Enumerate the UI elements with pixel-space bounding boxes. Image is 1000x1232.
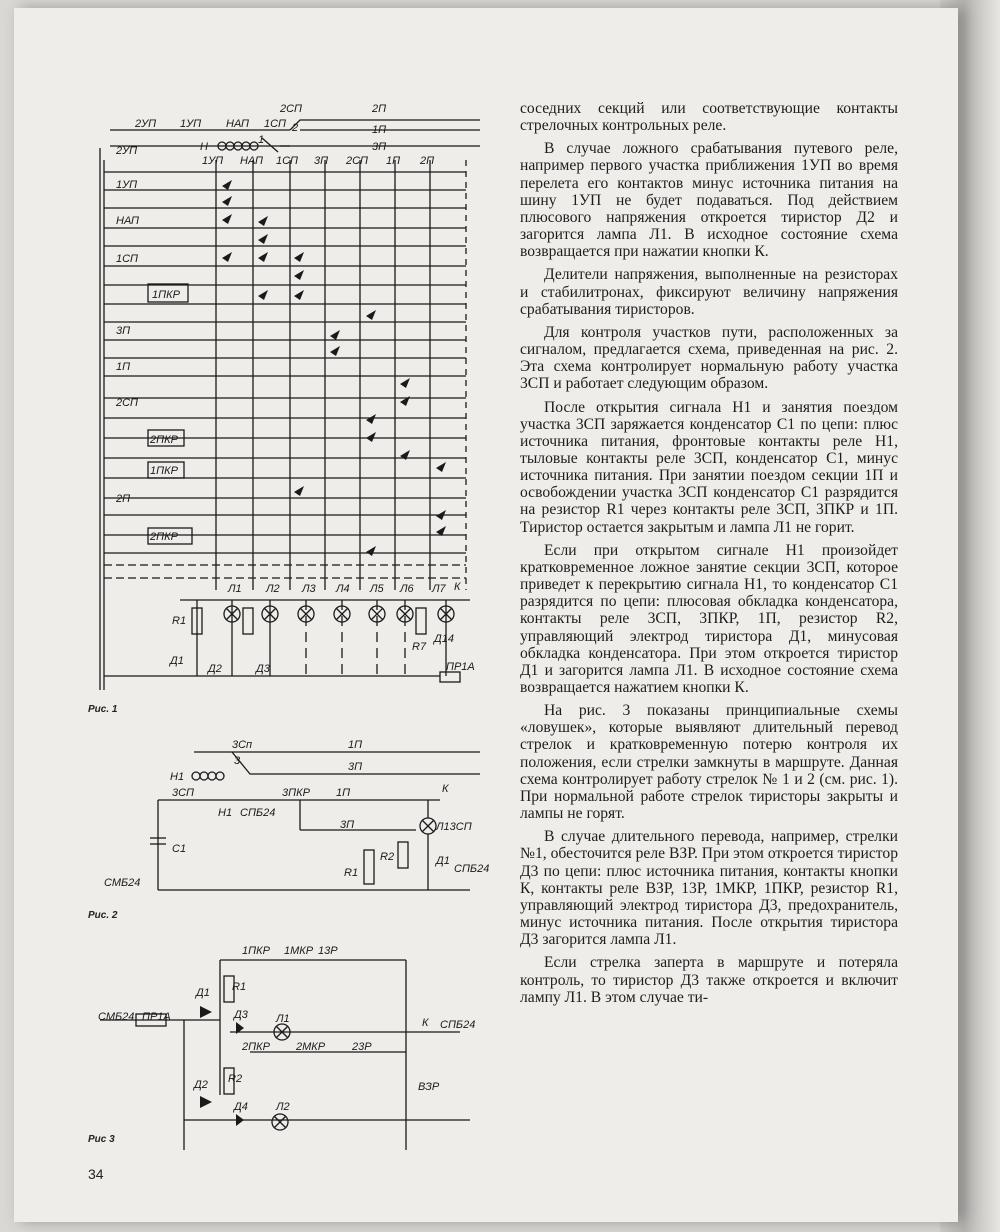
svg-text:3П: 3П [348,761,363,773]
paragraph: Делители напряжения, выполненные на резисторах и стабилитронах, фиксируют величину напряжения срабатывания тиристоров. [520,266,898,318]
paragraph: После открытия сигнала Н1 и занятия поездом участка 3СП заряжается конденсатор С1 по цепи: плюс источника питания, фронтовые контакты реле Н1, тыловые контакты реле 3СП, конденсатор С1, минус источника питания. При занятии поездом секции 1П и освобождении участка 3СП конденсатор С1 разрядится на резистор R1 через контакты реле 3СП, 3ПКР и 1П. Тиристор остается закрытым и лампа Л1 не горит. [520,398,898,536]
paragraph: На рис. 3 показаны принципиальные схемы «ловушек», которые выявляют длительный перевод стрелок и кратковременную потерю контроля их положения, если стрелки замкнуты в маршруте. Данная схема контролирует работу стрелок № 1 и 2 (см. рис. 1). При нормальной работе стрелок тиристоры закрыты и лампы не горят. [520,702,898,823]
svg-text:Л2: Л2 [266,583,280,595]
svg-text:2П: 2П [116,493,131,505]
svg-text:2СП: 2СП [346,155,369,167]
paragraph: В случае ложного срабатывания путевого реле, например первого участка приближения 1УП во время перелета его контактов минус источника питания на шину 1УП не будет подаваться. Под действием плюсового напряжения откроется тиристор Д2 и загорится лампа Л1. В исходное состояние схема возвращается при нажатии кнопки К. [520,140,898,261]
svg-text:3П: 3П [340,819,355,831]
page-number: 34 [88,1166,104,1182]
svg-text:23Р: 23Р [352,1041,372,1053]
svg-text:3П: 3П [372,141,387,153]
svg-text:3П: 3П [116,325,131,337]
svg-text:R7: R7 [412,641,427,653]
svg-text:Л5: Л5 [370,583,384,595]
svg-text:1УП: 1УП [180,118,202,130]
svg-text:3Сп: 3Сп [232,739,253,751]
svg-text:Л4: Л4 [336,583,350,595]
svg-text:СПБ24: СПБ24 [440,1019,476,1031]
svg-text:1П: 1П [116,361,131,373]
svg-text:ПР1А: ПР1А [142,1011,171,1023]
svg-text:Д4: Д4 [234,1101,248,1113]
svg-text:Л2: Л2 [276,1101,290,1113]
svg-text:К: К [454,581,461,593]
svg-text:СПБ24: СПБ24 [454,863,490,875]
svg-text:R2: R2 [380,851,395,863]
svg-text:Д1: Д1 [436,855,450,867]
svg-text:К: К [442,783,449,795]
svg-text:1ПКР: 1ПКР [152,289,180,301]
svg-text:НАП: НАП [240,155,263,167]
svg-text:Л6: Л6 [400,583,414,595]
svg-text:ВЗР: ВЗР [418,1081,440,1093]
svg-text:3СП: 3СП [172,787,195,799]
svg-text:R1: R1 [172,615,187,627]
svg-text:1УП: 1УП [116,179,138,191]
svg-text:Д3: Д3 [256,663,270,675]
svg-text:2П: 2П [372,103,387,115]
svg-text:3ПКР: 3ПКР [282,787,310,799]
svg-text:Л13СП: Л13СП [436,821,472,833]
svg-text:2ПКР: 2ПКР [150,434,178,446]
svg-text:1УП: 1УП [202,155,224,167]
svg-text:13Р: 13Р [318,945,338,957]
paragraph: Если стрелка заперта в маршруте и потеряла контроль, то тиристор Д3 также откроется и включит лампу Л1. В этом случае ти- [520,954,898,1006]
svg-text:2СП: 2СП [280,103,303,115]
svg-text:1СП: 1СП [276,155,299,167]
svg-text:2ПКР: 2ПКР [150,531,178,543]
svg-text:1ПКР: 1ПКР [150,465,178,477]
paragraph: Если при открытом сигнале Н1 произойдет кратковременное ложное занятие секции 3СП, которое приведет к перекрытию сигнала Н1, то конденсатор С1 разрядится по цепи: плюсовая обкладка конденсатора, контакты реле 3СП, 3ПКР, 1П, резистор R2, управляющий электрод тиристора Д1, минусовая обкладка конденсатора. При этом откроется тиристор Д1 и загорится лампа Л1. В исходное состояние схема возвращается нажатием кнопки К. [520,541,898,696]
svg-text:2: 2 [292,122,299,134]
svg-text:1П: 1П [386,155,401,167]
svg-text:Н1: Н1 [170,771,185,783]
svg-text:Д1: Д1 [170,655,184,667]
svg-text:1П: 1П [372,124,387,136]
svg-text:2МКР: 2МКР [296,1041,326,1053]
svg-text:Л1: Л1 [276,1013,290,1025]
svg-text:2УП: 2УП [135,118,157,130]
svg-text:Д14: Д14 [434,633,454,645]
svg-text:НАП: НАП [116,215,139,227]
svg-text:1П: 1П [348,739,363,751]
svg-text:1МКР: 1МКР [284,945,314,957]
svg-text:СПБ24: СПБ24 [240,807,276,819]
svg-text:1СП: 1СП [116,253,139,265]
svg-text:R2: R2 [228,1073,243,1085]
svg-text:1: 1 [258,134,265,146]
svg-text:Д3: Д3 [234,1009,248,1021]
svg-text:R1: R1 [232,981,247,993]
paragraph: В случае длительного перевода, например, стрелки №1, обесточится реле ВЗР. При этом откроется тиристор Д3 по цепи: плюс источника питания, контакты кнопки К, контакты реле ВЗР, 13Р, 1МКР, 1ПКР, резистор R1, управляющий электрод тиристора Д3, предохранитель, минус источника питания. После открытия тиристора Д3 загорится лампа Л1. [520,828,898,949]
svg-text:2УП: 2УП [116,145,138,157]
svg-text:Л3: Л3 [302,583,316,595]
svg-text:Д2: Д2 [208,663,222,675]
svg-text:К: К [422,1017,429,1029]
figure-1-caption: Рис. 1 [88,704,118,715]
svg-text:Д1: Д1 [196,987,210,999]
svg-text:СМБ24: СМБ24 [98,1011,135,1023]
paragraph: соседних секций или соответствующие контакты стрелочных контрольных реле. [520,100,898,135]
svg-text:3: 3 [234,755,241,767]
svg-text:3П: 3П [314,155,329,167]
svg-text:Л1: Л1 [228,583,242,595]
svg-text:С1: С1 [172,843,187,855]
svg-text:R1: R1 [344,867,359,879]
svg-text:1ПКР: 1ПКР [242,945,270,957]
svg-text:ПР1А: ПР1А [446,661,475,673]
svg-text:Д2: Д2 [194,1079,208,1091]
svg-text:НАП: НАП [226,118,249,130]
svg-text:СМБ24: СМБ24 [104,877,141,889]
svg-text:Н1: Н1 [218,807,233,819]
svg-text:1СП: 1СП [264,118,287,130]
svg-text:2П: 2П [420,155,435,167]
figure-3-caption: Рис 3 [88,1134,115,1145]
svg-text:2ПКР: 2ПКР [242,1041,270,1053]
article-text-column [520,100,898,1012]
figure-2-caption: Рис. 2 [88,910,118,921]
svg-text:1П: 1П [336,787,351,799]
svg-text:Л7: Л7 [432,583,446,595]
svg-text:2СП: 2СП [116,397,139,409]
paragraph: Для контроля участков пути, расположенных за сигналом, предлагается схема, приведенная на рис. 2. Эта схема контролирует нормальную работу участка 3СП и работает следующим образом. [520,323,898,393]
svg-text:Н: Н [200,141,208,153]
